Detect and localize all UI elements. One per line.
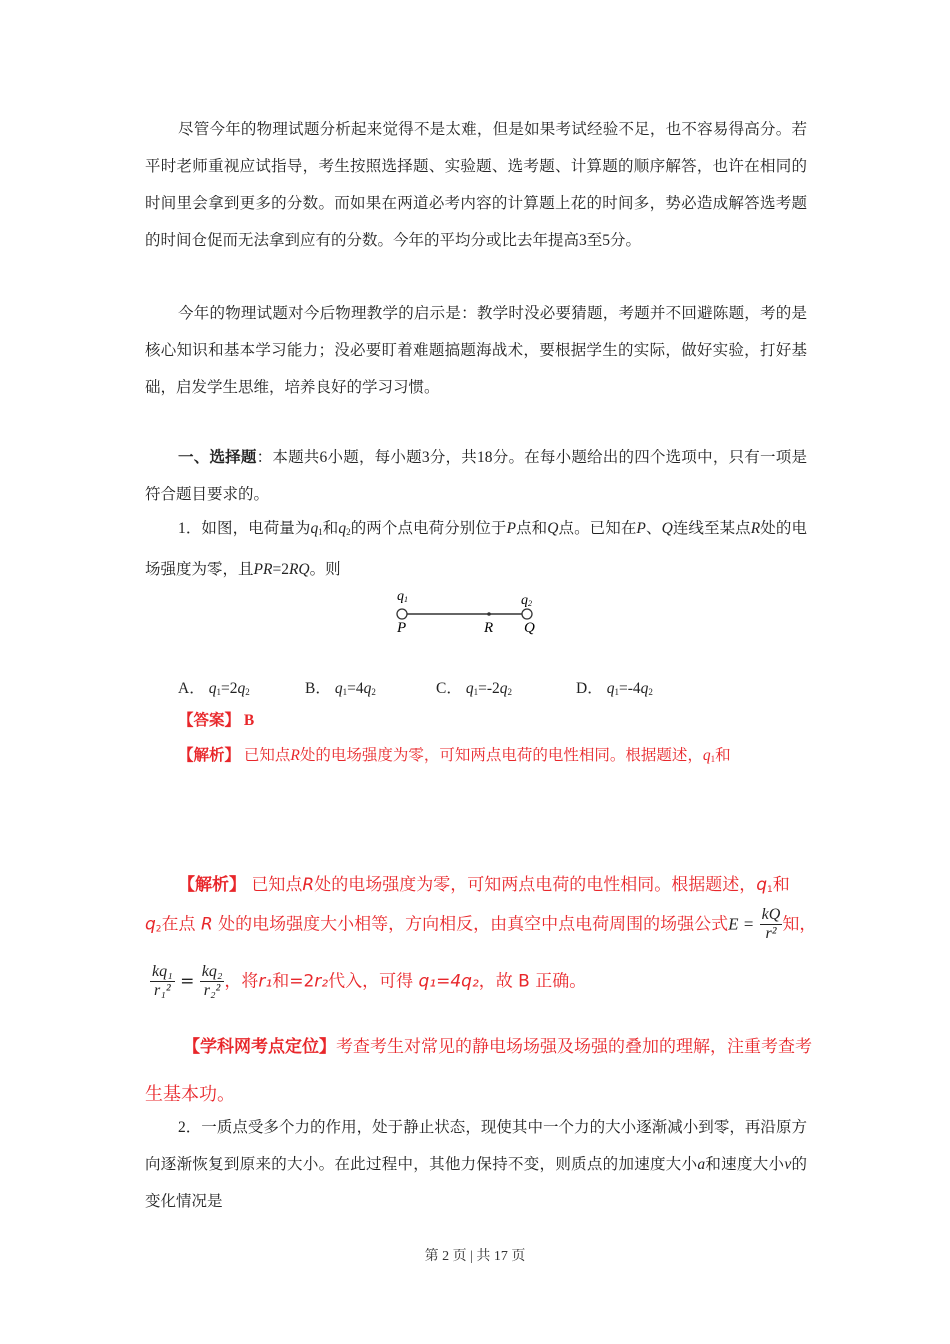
text-run: q [338, 520, 347, 537]
text-run: 和 [715, 747, 731, 764]
text-run: 尽管今年的物理试题分析起来觉得不是太难，但是如果考试经验不足，也不容易得高分。若平时老师重视应试指导，考生按照选择题、实验题、选考题、计算题的顺序解答，也许在相同的时间里会拿到更多的分数。而如果在两道必考内容的计算题上花的时间多，势必造成解答选考题的时间仓促而无法拿到应有的分数。今年的平均分或比去年提高3至5分。 [145, 121, 807, 249]
option-op: =4 [347, 680, 364, 697]
option-c [436, 676, 512, 698]
text-run: R [290, 747, 300, 764]
option-rhs-sub: 2 [371, 687, 376, 697]
numerator: kq₂ [201, 963, 223, 980]
image-line-3 [150, 963, 586, 1000]
option-lhs-sub: 1 [614, 687, 619, 697]
option-letter: D． [576, 680, 603, 697]
text-run: ：本题共6小题，每小题3分，共18分。在每小题给出的四个选项中，只有一项是符合题目要求的。 [145, 449, 807, 503]
text-run: 【解析】 [178, 747, 241, 764]
equation-rhs [200, 963, 225, 1000]
text-run: 2．一质点受多个力的作用，处于静止状态，现使其中一个力的大小逐渐减小到零，再沿原方向逐渐恢复到原来的大小。在此过程中，其他力保持不变，则质点的加速度大小 [145, 1119, 807, 1173]
option-rhs-sub: 2 [245, 687, 250, 697]
option-letter: C． [436, 680, 462, 697]
option-rhs-sub: 2 [648, 687, 653, 697]
text-run: 和 [322, 520, 339, 537]
text: 在点 [161, 914, 196, 935]
label-q1 [397, 589, 408, 604]
numerator: kq₁ [152, 963, 173, 980]
text-run: 点和 [515, 520, 548, 537]
text-run: q [702, 747, 711, 764]
text-run: RQ [288, 561, 310, 578]
option-rhs: q [499, 680, 508, 697]
text-run: =2 [272, 561, 289, 578]
subscript: 1 [767, 885, 773, 895]
option-b [305, 676, 376, 698]
formula-e: E = [728, 914, 755, 934]
text-run: 已知点 [240, 747, 291, 764]
text-run: 今年的物理试题对今后物理教学的启示是：教学时没必要猜题，考题并不回避陈题，考的是核心知识和基本学习能力；没必要盯着难题搞题海战术，要根据学生的实际，做好实验，打好基础，启发学生思维，培养良好的学习习惯。 [145, 305, 807, 396]
paragraph-question-1 [145, 510, 807, 588]
var-r: R [200, 914, 213, 935]
analysis-image [145, 858, 815, 1108]
paragraph-question-2 [145, 1109, 807, 1220]
text-run: Q [547, 520, 559, 537]
label-q2 [521, 593, 532, 608]
option-d [576, 676, 653, 698]
label-q1-letter: q [397, 589, 404, 604]
text-run: 的两个点电荷分别位于 [350, 520, 507, 537]
text-run: 2 [346, 527, 351, 537]
numerator: kQ [761, 906, 781, 923]
subscript: 2 [155, 924, 162, 935]
text: 已知点 [251, 875, 303, 895]
charge-q-circle [522, 609, 532, 619]
text: ，将 [224, 971, 259, 992]
text-run: 处的电场强度为零，且 [145, 520, 807, 578]
option-lhs: q [606, 680, 615, 697]
text: 考查考生对常见的静电场场强及场强的叠加的理解，注重考查考 [336, 1037, 812, 1057]
option-rhs: q [640, 680, 649, 697]
knowledge-point-tag: 【学科网考点定位】 [183, 1037, 336, 1057]
var-q: q [756, 875, 768, 895]
var-r2: r₂ [314, 971, 329, 992]
paragraph-intro-2 [145, 295, 807, 406]
text-run: PR [253, 561, 273, 578]
image-line-1 [178, 870, 790, 895]
text-run: 一、选择题 [178, 449, 257, 466]
option-rhs: q [237, 680, 246, 697]
text-run: 【答案】 B [178, 712, 255, 729]
text-run: Q [661, 520, 673, 537]
text: 和=2 [272, 971, 315, 992]
text-run: R [750, 520, 761, 537]
formula-fraction [760, 906, 783, 943]
image-line-5: 生基本功。 [145, 1084, 235, 1104]
text-run: P [506, 520, 516, 537]
equals-sign: = [180, 971, 195, 992]
text-run: 1．如图，电荷量为 [178, 520, 311, 537]
text-run: v [784, 1156, 792, 1173]
analysis-tag: 【解析】 [178, 875, 246, 895]
paragraph-intro-1 [145, 111, 807, 259]
option-rhs-sub: 2 [507, 687, 512, 697]
option-op: =-2 [478, 680, 500, 697]
option-a [178, 676, 250, 698]
text: 和 [772, 875, 790, 895]
result: q₁=4q₂ [418, 971, 479, 992]
option-letter: B． [305, 680, 331, 697]
image-line-2 [145, 906, 816, 943]
option-lhs-sub: 1 [342, 687, 348, 697]
option-rhs: q [363, 680, 372, 697]
label-q: Q [524, 620, 535, 636]
option-lhs: q [208, 680, 217, 697]
text-run: 。则 [309, 561, 341, 578]
text-run: 和速度大小 [705, 1156, 785, 1173]
text-run: 1 [710, 754, 716, 764]
text-run: 点。已知在 [558, 520, 637, 537]
var-r: R [302, 875, 315, 895]
charge-diagram [390, 585, 550, 640]
label-q2-sub: 2 [528, 599, 532, 608]
denominator: r₂² [203, 982, 221, 999]
option-letter: A． [178, 680, 205, 697]
option-op: =-4 [618, 680, 641, 697]
denominator: r₁² [154, 982, 171, 999]
text: 处的电场强度为零，可知两点电荷的电性相同。根据题述， [314, 875, 757, 895]
text: ，故 B 正确。 [478, 971, 587, 992]
option-lhs: q [334, 680, 343, 697]
page-footer: 第 2 页 | 共 17 页 [424, 1249, 526, 1264]
text-run: 、 [645, 520, 662, 537]
equation-lhs [150, 963, 175, 1000]
point-r-dot [487, 612, 491, 616]
charge-p-circle [397, 609, 407, 619]
label-p: P [397, 620, 407, 636]
var-r1: r₁ [258, 971, 273, 992]
option-lhs-sub: 1 [216, 687, 221, 697]
text-run: P [636, 520, 646, 537]
text-run: 处的电场强度为零，可知两点电荷的电性相同。根据题述， [299, 747, 703, 764]
text-run: q [310, 520, 319, 537]
label-q1-sub: 1 [404, 595, 408, 604]
text: 代入，可得 [328, 971, 414, 992]
option-lhs-sub: 1 [473, 687, 479, 697]
var-q: q [145, 914, 156, 935]
option-op: =2 [220, 680, 238, 697]
denominator: r² [765, 925, 777, 942]
image-line-4 [183, 1032, 812, 1057]
text-run: 连线至某点 [672, 520, 751, 537]
label-q2-letter: q [521, 593, 528, 608]
label-r: R [484, 620, 494, 636]
paragraph-section-1 [145, 439, 807, 513]
paragraph-answer-1 [145, 702, 807, 739]
option-lhs: q [465, 680, 474, 697]
paragraph-analysis-1 [145, 737, 807, 778]
text-run: 的变化情况是 [145, 1156, 807, 1210]
text-run: a [697, 1156, 706, 1173]
text-run: 1 [318, 527, 323, 537]
text: 处的电场强度大小相等，方向相反，由真空中点电荷周围的场强公式 [218, 914, 729, 935]
text: 知， [782, 914, 817, 935]
